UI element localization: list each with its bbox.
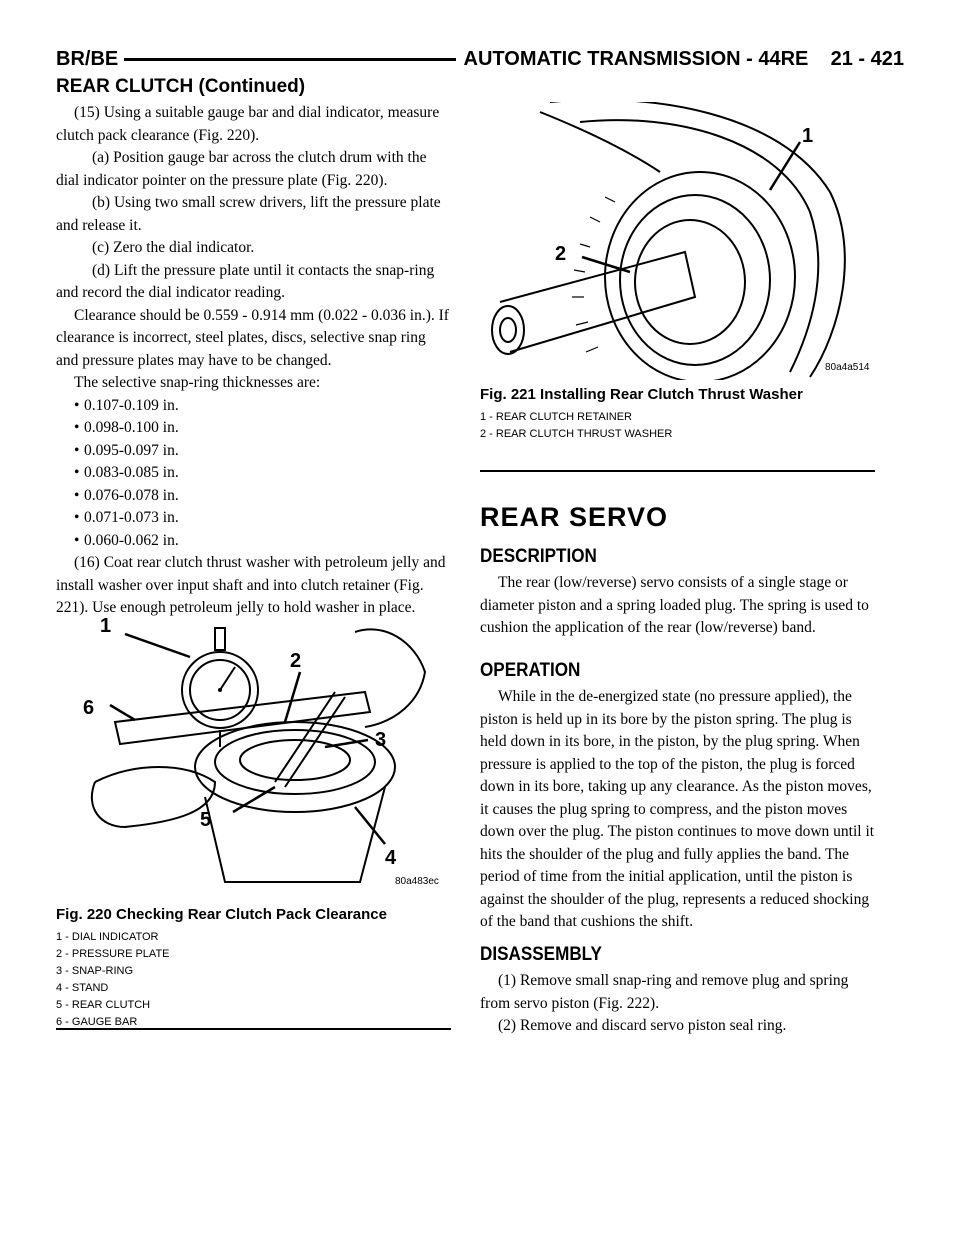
bullet-item: • 0.060-0.062 in. bbox=[56, 530, 451, 553]
bullet-item: • 0.076-0.078 in. bbox=[56, 485, 451, 508]
clearance-spec: Clearance should be 0.559 - 0.914 mm (0.022 - 0.036 in.). If clearance is incorrect, steel plates, discs, selective snap ring and pressure plates may have to be changed. bbox=[56, 306, 449, 369]
header-model: BR/BE bbox=[56, 48, 119, 70]
fig220-caption bbox=[56, 906, 451, 1031]
fig220-legend-1: 1 - DIAL INDICATOR bbox=[56, 931, 159, 943]
fig220-legend-2: 2 - PRESSURE PLATE bbox=[56, 948, 170, 960]
fig220-illustration bbox=[75, 612, 445, 897]
step-15c: (c) Zero the dial indicator. bbox=[92, 239, 255, 256]
bullet-icon: • bbox=[74, 396, 80, 414]
dis-step-2: (2) Remove and discard servo piston seal ring. bbox=[498, 1017, 787, 1034]
bullet-item: • 0.071-0.073 in. bbox=[56, 507, 451, 530]
fig220-legend-3: 3 - SNAP-RING bbox=[56, 965, 134, 977]
fig221-caption bbox=[480, 386, 875, 443]
step-15b: (b) Using two small screw drivers, lift the pressure plate and release it. bbox=[56, 194, 441, 234]
bullet-item: • 0.098-0.100 in. bbox=[56, 417, 451, 440]
step-15d: (d) Lift the pressure plate until it contacts the snap-ring and record the dial indicator reading. bbox=[56, 261, 435, 301]
fig221-legend-2: 2 - REAR CLUTCH THRUST WASHER bbox=[480, 428, 673, 440]
page-header bbox=[56, 48, 904, 72]
fig220-callout-4: 4 bbox=[385, 847, 397, 869]
snapring-intro: The selective snap-ring thicknesses are: bbox=[74, 374, 321, 391]
fig220-callout-1: 1 bbox=[100, 615, 112, 637]
section-title: REAR SERVO bbox=[480, 502, 669, 532]
description-heading: DESCRIPTION bbox=[480, 546, 597, 567]
bullet-icon: • bbox=[74, 419, 80, 436]
left-column-text bbox=[56, 102, 451, 620]
fig220-code: 80a483ec bbox=[395, 876, 439, 887]
fig221-callout-1: 1 bbox=[802, 125, 814, 147]
fig220-callout-6: 6 bbox=[83, 697, 95, 719]
bullet-item: • 0.095-0.097 in. bbox=[56, 440, 451, 463]
bullet-item: • 0.107-0.109 in. bbox=[56, 395, 451, 418]
disassembly-heading: DISASSEMBLY bbox=[480, 944, 602, 965]
fig220-legend-4: 4 - STAND bbox=[56, 982, 109, 994]
fig220-legend-5: 5 - REAR CLUTCH bbox=[56, 999, 151, 1011]
operation-text: While in the de-energized state (no pressure applied), the piston is held up in its bore by the piston spring. The plug is held down in its bore, in the piston, by the plug spring. When pressure is applied to the top of the piston, the plug is forced down in its bore, taking up any clearance. As the piston moves, it causes the plug spring to compress, and the piston moves down over the plug. The piston continues to move down until it hits the shoulder of the plug and fully applies the band. The period of time from the initial application, until the piston is against the shoulder of the plug, represents a reduced shocking of the band that cushions the shift. bbox=[480, 688, 875, 930]
bullet-icon: • bbox=[74, 441, 80, 459]
fig221-legend-1: 1 - REAR CLUTCH RETAINER bbox=[480, 411, 632, 423]
bullet-icon: • bbox=[74, 531, 80, 549]
fig221-callout-2: 2 bbox=[555, 243, 567, 265]
fig220-callout-5: 5 bbox=[200, 809, 212, 831]
fig221-title: Fig. 221 Installing Rear Clutch Thrust Washer bbox=[480, 386, 803, 403]
step-16: (16) Coat rear clutch thrust washer with petroleum jelly and install washer over input shaft and into clutch retainer (Fig. 221). Use enough petroleum jelly to hold washer in place. bbox=[56, 554, 446, 616]
bullet-icon: • bbox=[74, 486, 80, 504]
fig220-title: Fig. 220 Checking Rear Clutch Pack Clearance bbox=[56, 906, 387, 923]
bullet-icon: • bbox=[74, 509, 80, 526]
fig221-code: 80a4a514 bbox=[825, 362, 870, 373]
header-section-page: AUTOMATIC TRANSMISSION - 44RE 21 - 421 bbox=[456, 48, 904, 71]
fig220-legend-6: 6 - GAUGE BAR bbox=[56, 1016, 138, 1028]
operation-heading: OPERATION bbox=[480, 660, 581, 681]
disassembly-text bbox=[480, 970, 875, 1038]
continued-heading: REAR CLUTCH (Continued) bbox=[56, 76, 306, 97]
bullet-icon: • bbox=[74, 464, 80, 481]
dis-step-1: (1) Remove small snap-ring and remove plug and spring from servo piston (Fig. 222). bbox=[480, 972, 849, 1012]
fig220-callout-2: 2 bbox=[290, 650, 302, 672]
step-15a: (a) Position gauge bar across the clutch drum with the dial indicator pointer on the pressure plate (Fig. 220). bbox=[56, 149, 427, 189]
bullet-item: • 0.083-0.085 in. bbox=[56, 462, 451, 485]
fig220-rule bbox=[56, 1028, 451, 1030]
description-text: The rear (low/reverse) servo consists of a single stage or diameter piston and a spring loaded plug. The spring is used to cushion the application of the rear (low/reverse) band. bbox=[480, 574, 869, 636]
fig220-callout-3: 3 bbox=[375, 729, 387, 751]
step-15: (15) Using a suitable gauge bar and dial indicator, measure clutch pack clearance (Fig. 220). bbox=[56, 104, 440, 144]
fig221-illustration bbox=[480, 102, 875, 380]
fig221-rule bbox=[480, 470, 875, 472]
